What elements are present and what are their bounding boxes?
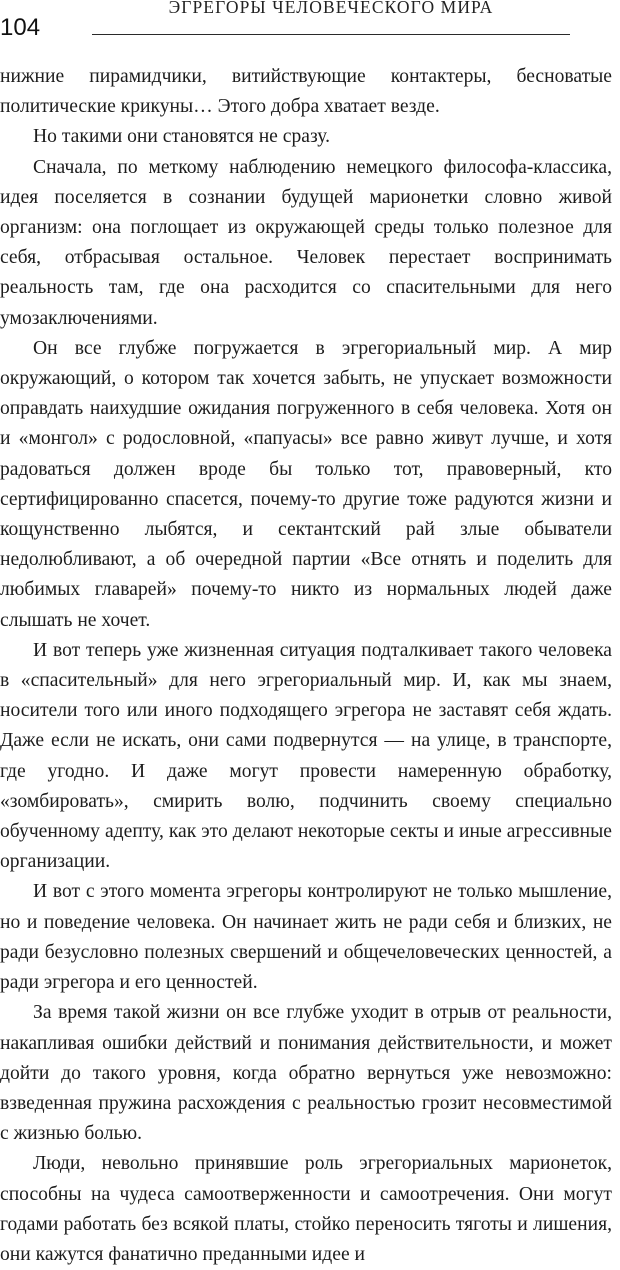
paragraph: Он все глубже погружается в эгрегориальный мир. А мир окружающий, о котором так хочется забыть, не упускает возможности оправдать наихудшие ожидания погруженного в себя человека. Хотя он и «монгол» с родословной, «папуасы» все равно живут лучше, и хотя радоваться должен вроде бы только тот, правоверный, кто сертифицированно спасется, почему-то другие тоже радуются жизни и кощунственно лыбятся, и сектантский рай злые обыватели недолюбливают, а об очередной партии «Все отнять и поделить для любимых главарей» почему-то никто из нормальных людей даже слышать не хочет. xyxy=(0,337,612,631)
paragraph: И вот теперь уже жизненная ситуация подталкивает такого человека в «спасительный» для него эгрегориальный мир. И, как мы знаем, носители того или иного подходящего эгрегора не заставят себя ждать. Даже если не искать, они сами подвернутся — на улице, в транспорте, где угодно. И даже могут провести намеренную обработку, «зомбировать», смирить волю, подчинить своему специально обученному адепту, как это делают некоторые секты и иные агрессивные организации. xyxy=(0,639,612,873)
paragraph-continued: нижние пирамидчики, витийствующие контактеры, бесноватые политические крикуны… Этого добра хватает везде. xyxy=(0,66,612,118)
body-text xyxy=(0,62,612,1270)
paragraph: Сначала, по меткому наблюдению немецкого философа-классика, идея поселяется в сознании будущей марионетки словно живой организм: она поглощает из окружающей среды только полезное для себя, отбрасывая остальное. Человек перестает воспринимать реальность там, где она расходится со спасительными для него умозаключениями. xyxy=(0,156,612,329)
paragraph: Но такими они становятся не сразу. xyxy=(33,126,331,148)
paragraph: Люди, невольно принявшие роль эгрегориальных марионеток, способны на чудеса самоотверженности и самоотречения. Они могут годами работать без всякой платы, стойко переносить тяготы и лишения, они кажутся фанатично преданными идее и xyxy=(0,1153,612,1265)
running-title: ЭГРЕГОРЫ ЧЕЛОВЕЧЕСКОГО МИРА xyxy=(168,0,494,17)
page-number: 104 xyxy=(0,14,41,41)
running-head xyxy=(92,0,570,35)
paragraph: И вот с этого момента эгрегоры контролируют не только мышление, но и поведение человека. Он начинает жить не ради себя и близких, не ради безусловно полезных свершений и общечеловеческих ценностей, а ради эгрегора и его ценностей. xyxy=(0,881,612,994)
paragraph: За время такой жизни он все глубже уходит в отрыв от реальности, накапливая ошибки действий и понимания действительности, и может дойти до такого уровня, когда обратно вернуться уже невозможно: взведенная пружина расхождения с реальностью грозит несовместимой с жизнью болью. xyxy=(0,1002,612,1145)
